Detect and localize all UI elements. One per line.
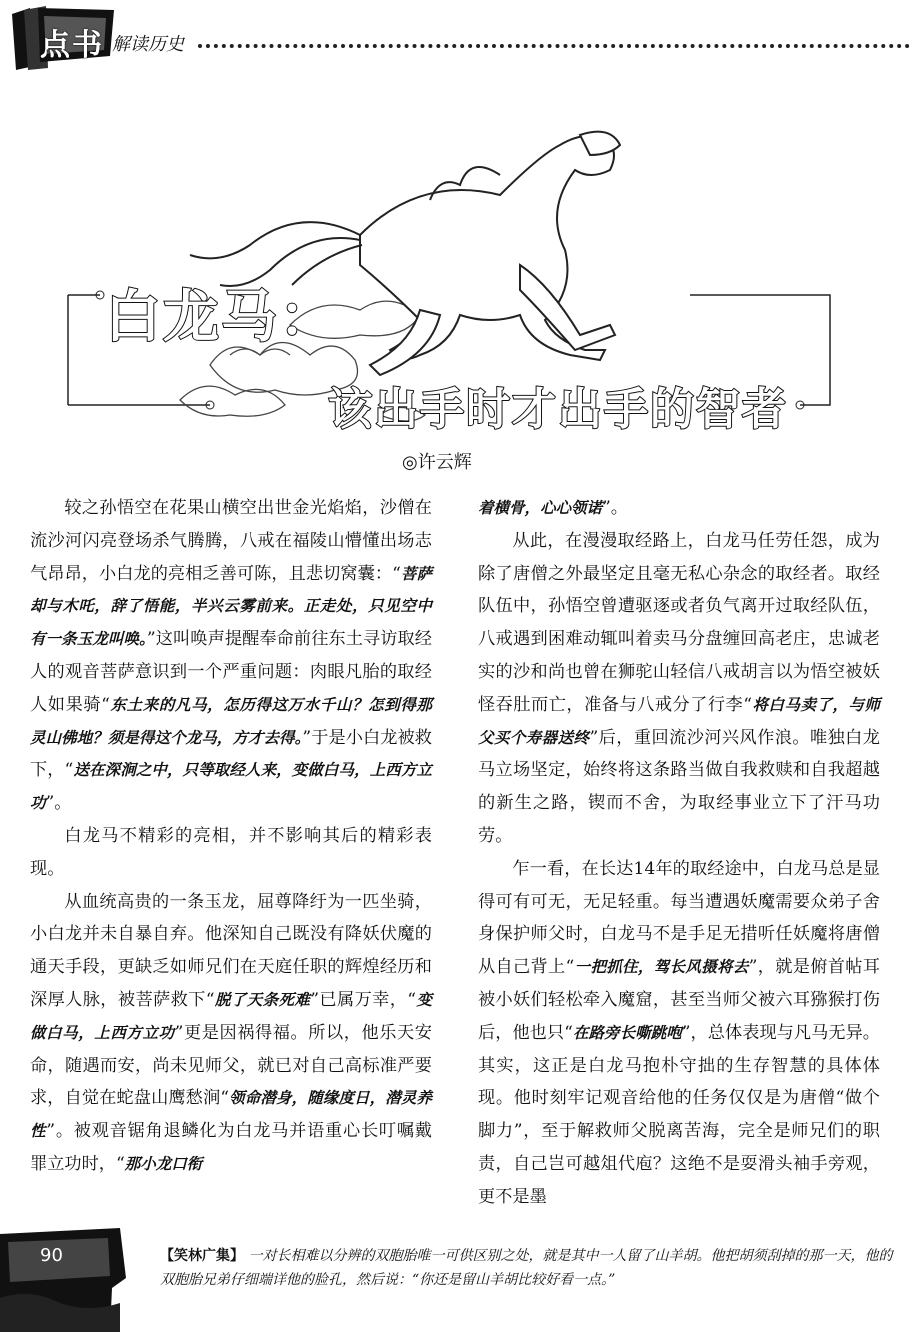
quotation-text: 领命潜身，随缘度日，潜灵养性 <box>30 1088 432 1141</box>
body-text: ”这叫唤声提醒奉命前往东土寻访取经人的观音菩萨意识到一个严重问题：肉眼凡胎的取经人如果骑“ <box>30 629 432 715</box>
footer-label: 【笑林广集】 <box>160 1248 244 1264</box>
section-label: 解读历史 <box>112 34 184 55</box>
header-badge-text: 点书 <box>40 28 104 63</box>
quotation-text: 菩萨却与木吒，辞了悟能，半兴云雾前来。正走处，只见空中有一条玉龙叫唤。 <box>30 563 432 649</box>
body-text: ”。被观音锯角退鳞化为白龙马并语重心长叮嘱戴罪立功时，“ <box>30 1121 432 1174</box>
right-column <box>478 492 880 1214</box>
page-header <box>0 0 920 80</box>
footer-joke <box>160 1244 900 1292</box>
paragraph <box>30 492 432 820</box>
paragraph <box>30 820 432 886</box>
quotation-text: 变做白马，上西方立功 <box>30 989 432 1042</box>
paragraph <box>478 525 880 853</box>
body-text: ”于是小白龙被救下，“ <box>30 727 432 781</box>
body-text: ”，总体表现与凡马无异。其实，这正是白龙马抱朴守拙的生存智慧的具体体现。他时刻牢记观音给他的任务仅仅是为唐僧“做个脚力”，至于解救师父脱离苦海，完全是师兄们的职责，自己岂可越俎代庖？这绝不是耍滑头袖手旁观，更不是墨 <box>478 1022 880 1207</box>
article-title: 白龙马： <box>105 285 337 350</box>
page-number: 90 <box>40 1245 63 1266</box>
body-text: 白龙马不精彩的亮相，并不影响其后的精彩表现。 <box>30 825 432 879</box>
left-column <box>30 492 432 1181</box>
body-text: ”。 <box>602 498 628 518</box>
quotation-text: 将白马卖了，与师父买个寿器送终 <box>478 694 880 747</box>
quotation-text: 东土来的凡马，怎历得这万水千山？怎到得那灵山佛地？须是得这个龙马，方才去得。 <box>30 694 432 747</box>
paragraph <box>478 492 880 525</box>
quotation-text: 送在深涧之中，只等取经人来，变做白马，上西方立功 <box>30 760 432 813</box>
quotation-text: 着横骨，心心领诺 <box>478 498 603 517</box>
quotation-text: 在路旁长嘶跳咆 <box>572 1022 682 1042</box>
title-illustration <box>60 115 840 445</box>
footer-text: 一对长相难以分辨的双胞胎唯一可供区别之处，就是其中一人留了山羊胡。他把胡须刮掉的那一天，他的双胞胎兄弟仔细端详他的脸孔，然后说：“你还是留山羊胡比较好看一点。” <box>160 1248 893 1288</box>
quotation-text: 那小龙口衔 <box>124 1153 203 1173</box>
page-number-badge-icon <box>0 1228 130 1332</box>
body-text: ”已属万幸，“ <box>310 989 417 1010</box>
body-text: 从此，在漫漫取经路上，白龙马任劳任怨，成为除了唐僧之外最坚定且毫无私心杂念的取经者。取经队伍中，孙悟空曾遭驱逐或者负气离开过取经队伍，八戒遇到困难动辄叫着卖马分盘缠回高老庄，忠诚老实的沙和尚也曾在狮驼山轻信八戒胡言以为悟空被妖怪吞肚而亡，准备与八戒分了行李“ <box>478 530 880 715</box>
body-text: 乍一看，在长达14年的取经途中，白龙马总是显得可有可无，无足轻重。每当遭遇妖魔需要众弟子舍身保护师父时，白龙马不是手足无措听任妖魔将唐僧从自己背上“ <box>478 858 880 978</box>
header-dotted-rule <box>198 44 910 48</box>
quotation-text: 一把抓住，驾长风摄将去 <box>574 957 749 977</box>
author-byline: ◎许云辉 <box>402 452 472 473</box>
quotation-text: 脱了天条死难 <box>214 989 311 1009</box>
body-text: ”更是因祸得福。所以，他乐天安命，随遇而安，尚未见师父，就已对自己高标准严要求，自觉在蛇盘山鹰愁涧“ <box>30 1022 432 1109</box>
article-subtitle: 该出手时才出手的智者 <box>328 384 788 435</box>
body-text: ”后，重回流沙河兴风作浪。唯独白龙马立场坚定，始终将这条路当做自我救赎和自我超越的新生之路，锲而不舍，为取经事业立下了汗马功劳。 <box>478 727 880 846</box>
paragraph <box>478 853 880 1214</box>
paragraph <box>30 886 432 1181</box>
body-text: ”。 <box>45 793 72 814</box>
body-text: 从血统高贵的一条玉龙，屈尊降纡为一匹坐骑，小白龙并未自暴自弃。他深知自己既没有降妖伏魔的通天手段，更缺乏如师兄们在天庭任职的辉煌经历和深厚人脉，被菩萨救下“ <box>30 891 432 1010</box>
body-text: ”，就是俯首帖耳被小妖们轻松牵入魔窟，甚至当师父被六耳猕猴打伤后，他也只“ <box>478 957 880 1043</box>
body-text: 较之孙悟空在花果山横空出世金光焰焰，沙僧在流沙河闪亮登场杀气腾腾，八戒在福陵山懵懂出场志气昂昂，小白龙的亮相乏善可陈，且悲切窝囊：“ <box>30 498 432 584</box>
